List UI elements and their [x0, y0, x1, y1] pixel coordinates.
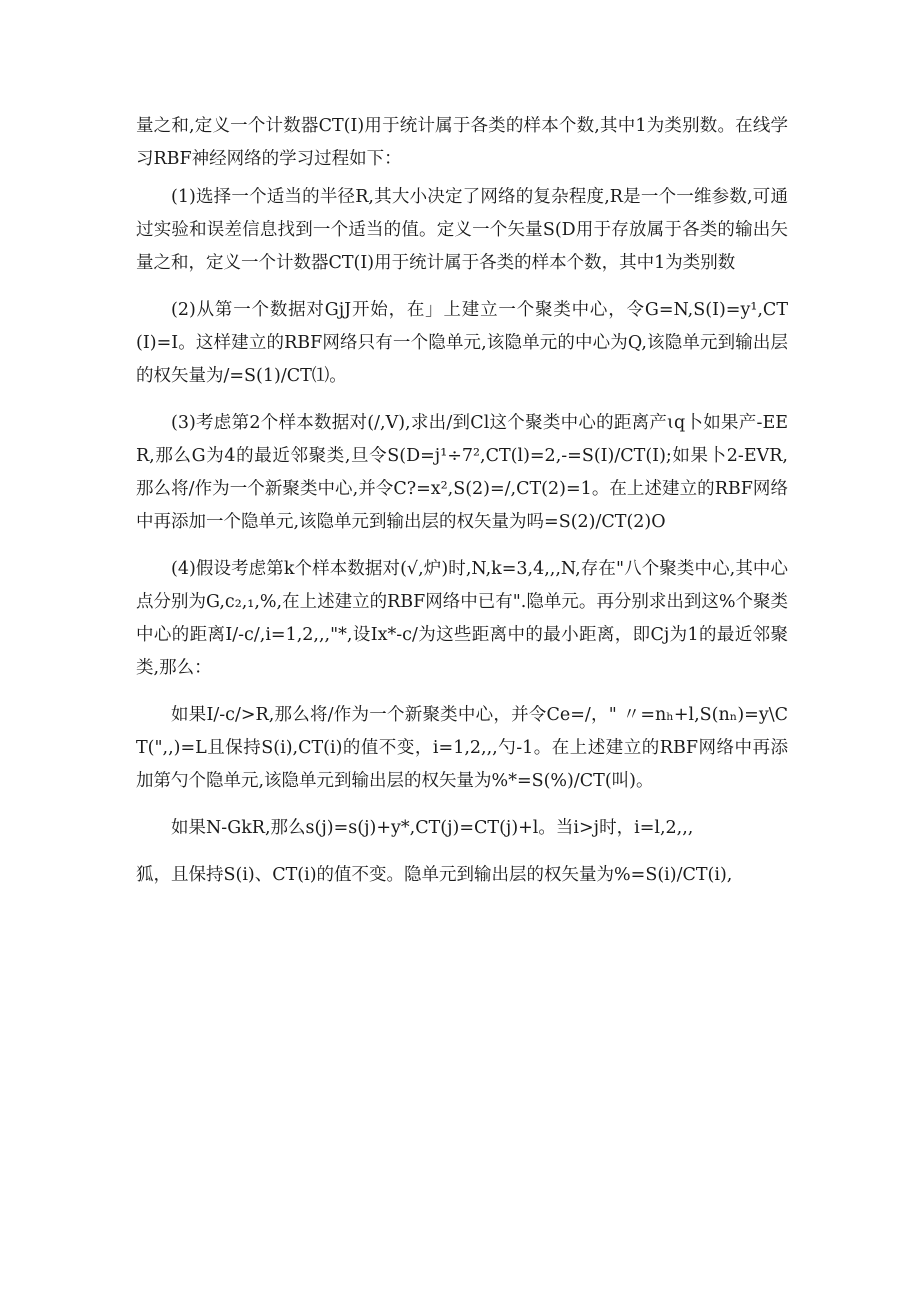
paragraph-case-b: 如果N-GkR,那么s(j)=s(j)+y*,CT(j)=CT(j)+l。当i>j时，i=l,2,,,	[171, 818, 694, 838]
paragraph-step-1: (1)选择一个适当的半径R,其大小决定了网络的复杂程度,R是一个一维参数,可通过实验和误差信息找到一个适当的值。定义一个矢量S(D用于存放属于各类的输出矢量之和，定义一个计数器CT(I)用于统计属于各类的样本个数，其中1为类别数	[136, 187, 788, 273]
paragraph-step-2: (2)从第一个数据对GjJ开始，在」上建立一个聚类中心，令G=N,S(I)=y¹,CT(I)=I。这样建立的RBF网络只有一个隐单元,该隐单元的中心为Q,该隐单元到输出层的权矢量为/=S(1)/CT⑴。	[136, 300, 788, 386]
paragraph-continuation: 狐，且保持S(i)、CT(i)的值不变。隐单元到输出层的权矢量为%=S(i)/CT(i),	[136, 865, 733, 885]
paragraph-intro: 量之和,定义一个计数器CT(I)用于统计属于各类的样本个数,其中1为类别数。在线学习RBF神经网络的学习过程如下：	[136, 116, 788, 169]
paragraph-step-4: (4)假设考虑第k个样本数据对(√,炉)时,N,k=3,4,,,N,存在"八个聚类中心,其中心点分别为G,c₂,₁,%,在上述建立的RBF网络中已有".隐单元。再分别求出到这%个聚类中心的距离I/-c/,i=1,2,,,"*,设Ix*-c/为这些距离中的最小距离，即Cj为1的最近邻聚类,那么：	[136, 559, 788, 678]
paragraph-step-3: (3)考虑第2个样本数据对(/,V),求出/到Cl这个聚类中心的距离产ɩq卜如果产-EER,那么G为4的最近邻聚类,旦令S(D=j¹÷7²,CT(l)=2,-=S(I)/CT(I);如果卜2-EVR,那么将/作为一个新聚类中心,并令C?=x²,S(2)=/,CT(2)=1。在上述建立的RBF网络中再添加一个隐单元,该隐单元到输出层的权矢量为吗=S(2)/CT(2)O	[136, 413, 788, 532]
paragraph-case-a: 如果I/-c/>R,那么将/作为一个新聚类中心，并令Ce=/，" 〃=nₕ+l,S(nₙ)=y\CT(",,)=L且保持S(i),CT(i)的值不变，i=1,2,,,勺-1。在上述建立的RBF网络中再添加第勺个隐单元,该隐单元到输出层的权矢量为%*=S(%)/CT(叫)。	[136, 705, 788, 791]
document-body	[136, 110, 788, 892]
